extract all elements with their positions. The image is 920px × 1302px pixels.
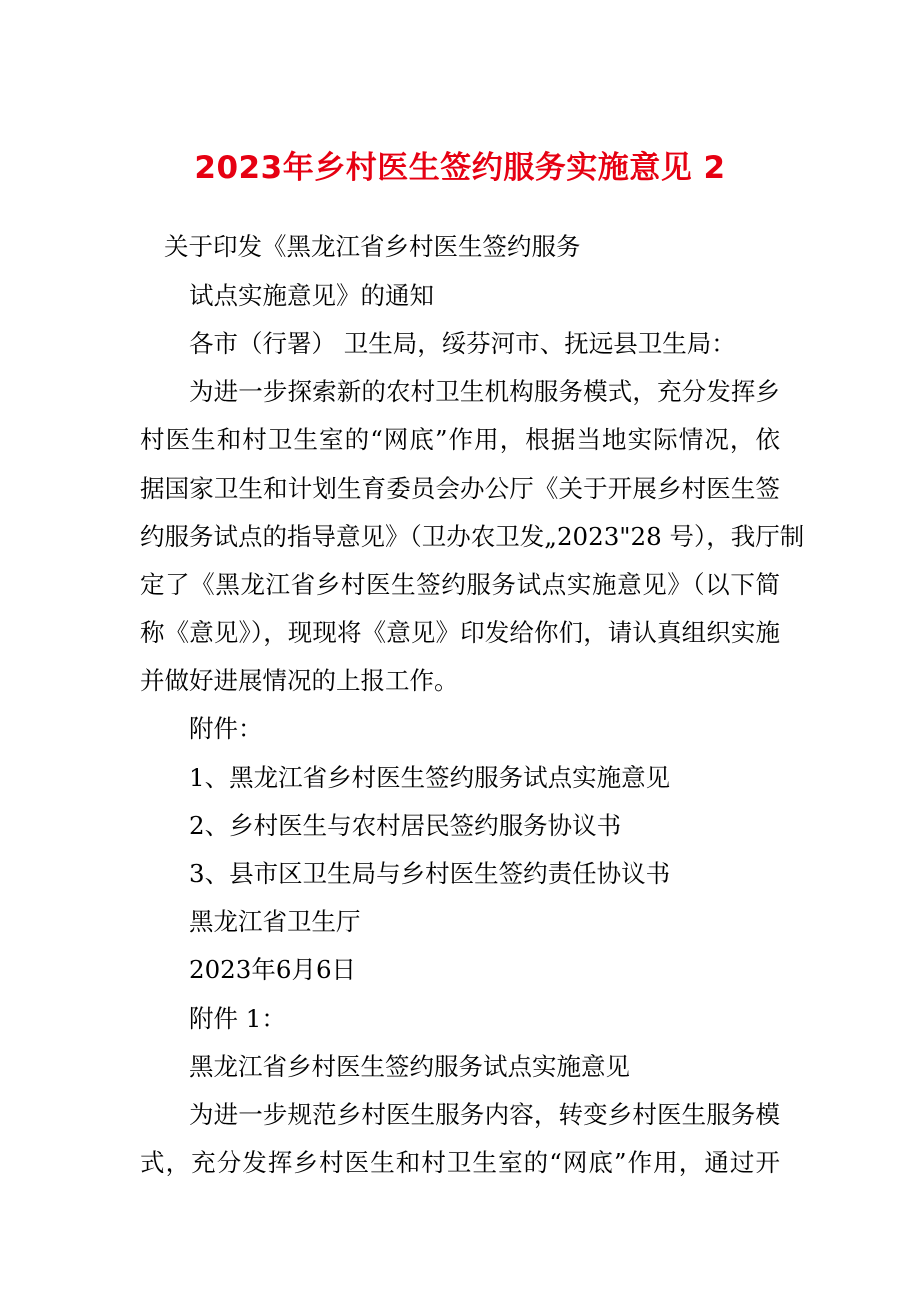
attachment-item: 3、县市区卫生局与乡村医生签约责任协议书: [189, 859, 671, 888]
body-line: 并做好进展情况的上报工作。: [140, 666, 459, 695]
attachments-label: 附件：: [189, 714, 263, 743]
attachment-item: 2、乡村医生与农村居民签约服务协议书: [189, 811, 622, 840]
attachment1-label: 附件 1：: [189, 1004, 286, 1033]
notice-title-line-1: 关于印发《黑龙江省乡村医生签约服务: [164, 232, 581, 261]
body-line: 为进一步探索新的农村卫生机构服务模式，充分发挥乡: [189, 377, 780, 406]
body-line: 村医生和村卫生室的“网底”作用，根据当地实际情况，依: [140, 425, 780, 454]
addressee: 各市（行署） 卫生局，绥芬河市、抚远县卫生局：: [189, 329, 736, 358]
notice-title-line-2: 试点实施意见》的通知: [189, 281, 434, 310]
attachment1-body-line: 为进一步规范乡村医生服务内容，转变乡村医生服务模: [189, 1100, 780, 1129]
issue-date: 2023年6月6日: [189, 955, 357, 984]
attachment-item: 1、黑龙江省乡村医生签约服务试点实施意见: [189, 763, 671, 792]
document-title: 2023年乡村医生签约服务实施意见 2: [194, 150, 726, 186]
body-line: 定了《黑龙江省乡村医生签约服务试点实施意见》（以下简: [140, 570, 780, 599]
body-line: 约服务试点的指导意见》（卫办农卫发„2023"28 号），我厅制: [140, 522, 805, 551]
body-line: 称《意见》），现现将《意见》印发给你们，请认真组织实施: [140, 618, 780, 647]
attachment1-title: 黑龙江省乡村医生签约服务试点实施意见: [189, 1052, 630, 1081]
attachment1-body-line: 式，充分发挥乡村医生和村卫生室的“网底”作用，通过开: [140, 1148, 780, 1177]
issuer: 黑龙江省卫生厅: [189, 907, 361, 936]
body-line: 据国家卫生和计划生育委员会办公厅《关于开展乡村医生签: [140, 474, 780, 503]
